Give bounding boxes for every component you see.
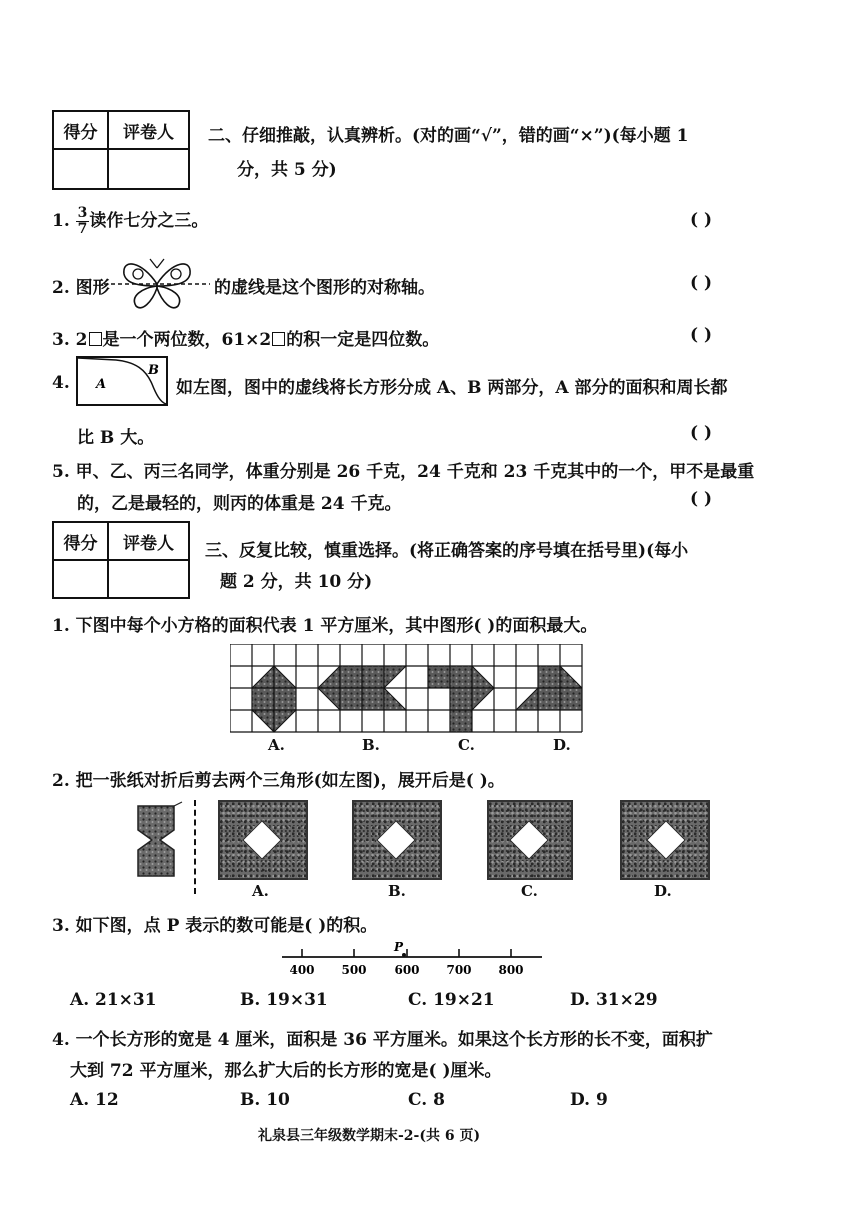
answer-paren-s2-q1[interactable]: ( ) — [690, 210, 713, 230]
grid-label-b: B. — [362, 736, 380, 754]
blank-box-icon — [272, 332, 285, 346]
question-text-end: 的积一定是四位数。 — [286, 330, 440, 350]
point-p-label: P — [394, 940, 404, 954]
section-2-title-line1: 二、仔细推敲，认真辨析。(对的画“√”，错的画“×”)(每小题 1 — [208, 126, 689, 146]
s2-question-3 — [52, 325, 439, 350]
fold-dashed-line — [194, 800, 196, 894]
s2-question-2-prefix: 2. 图形 — [52, 278, 110, 298]
s3-question-4-line2: 大到 72 平方厘米，那么扩大后的长方形的宽是( )厘米。 — [70, 1061, 502, 1081]
s2-question-1 — [52, 206, 208, 237]
score-cell[interactable] — [53, 149, 108, 189]
tick-label-600: 600 — [394, 963, 420, 977]
question-number: 3. — [52, 330, 70, 350]
butterfly-figure — [102, 256, 212, 312]
folded-paper-figure — [130, 800, 200, 880]
tick-label-800: 800 — [498, 963, 524, 977]
diamond-cutout — [509, 820, 549, 860]
fraction-three-sevenths — [76, 206, 90, 237]
option-b-figure[interactable] — [352, 800, 442, 880]
fold-label-d: D. — [654, 882, 672, 900]
label-a: A — [96, 377, 107, 392]
question-text-middle: 是一个两位数，61×2 — [102, 330, 272, 350]
answer-paren-s2-q3[interactable]: ( ) — [690, 325, 713, 345]
digit-two: 2 — [75, 330, 88, 350]
s2-question-4-number: 4. — [52, 373, 70, 393]
score-table-section-3 — [52, 521, 190, 599]
s3-q4-option-a[interactable]: A. 12 — [70, 1090, 119, 1110]
s3-q3-option-c[interactable]: C. 19×21 — [408, 990, 495, 1010]
diamond-cutout — [646, 820, 686, 860]
section-2-title-line2: 分，共 5 分) — [237, 160, 337, 180]
s2-question-5-line1: 5. 甲、乙、丙三名同学，体重分别是 26 千克，24 千克和 23 千克其中的一个，甲不是最重 — [52, 462, 755, 482]
question-number: 1. — [52, 211, 70, 231]
section-3-title-line2: 题 2 分，共 10 分) — [220, 572, 373, 592]
fraction-numerator: 3 — [77, 205, 88, 221]
grader-cell[interactable] — [108, 560, 189, 598]
fold-label-a: A. — [252, 882, 269, 900]
s3-q3-option-b[interactable]: B. 19×31 — [240, 990, 328, 1010]
number-line-figure — [280, 940, 550, 980]
blank-box-icon — [89, 332, 102, 346]
grid-label-a: A. — [268, 736, 285, 754]
fold-label-b: B. — [388, 882, 406, 900]
question-text: 读作七分之三。 — [89, 211, 209, 231]
s2-question-2-text: 的虚线是这个图形的对称轴。 — [214, 278, 435, 298]
grid-label-c: C. — [458, 736, 475, 754]
answer-paren-s2-q5[interactable]: ( ) — [690, 489, 713, 509]
grader-header: 评卷人 — [108, 522, 189, 560]
s3-q3-option-a[interactable]: A. 21×31 — [70, 990, 157, 1010]
tick-label-500: 500 — [341, 963, 367, 977]
label-b: B — [148, 363, 159, 378]
s2-question-5-line2: 的，乙是最轻的，则丙的体重是 24 千克。 — [77, 494, 402, 514]
s3-q4-option-c[interactable]: C. 8 — [408, 1090, 445, 1110]
diamond-cutout — [242, 820, 282, 860]
s3-q4-option-d[interactable]: D. 9 — [570, 1090, 608, 1110]
answer-paren-s2-q2[interactable]: ( ) — [690, 273, 713, 293]
answer-paren-s2-q4[interactable]: ( ) — [690, 423, 713, 443]
tick-label-700: 700 — [446, 963, 472, 977]
score-header: 得分 — [53, 522, 108, 560]
s3-q3-option-d[interactable]: D. 31×29 — [570, 990, 658, 1010]
s3-q4-option-b[interactable]: B. 10 — [240, 1090, 290, 1110]
grader-cell[interactable] — [108, 149, 189, 189]
score-cell[interactable] — [53, 560, 108, 598]
fold-label-c: C. — [521, 882, 538, 900]
score-header: 得分 — [53, 111, 108, 149]
page-footer: 礼泉县三年级数学期末-2-(共 6 页) — [258, 1128, 481, 1144]
tick-label-400: 400 — [289, 963, 315, 977]
diamond-cutout — [376, 820, 416, 860]
option-c-figure[interactable] — [487, 800, 573, 880]
option-a-figure[interactable] — [218, 800, 308, 880]
s3-question-4-line1: 4. 一个长方形的宽是 4 厘米，面积是 36 平方厘米。如果这个长方形的长不变，面积扩 — [52, 1030, 713, 1050]
rectangle-a-b-figure — [76, 356, 168, 406]
shape-c — [428, 666, 494, 732]
score-table-section-2 — [52, 110, 190, 190]
grid-shapes-figure — [230, 644, 592, 736]
s2-question-4-line1: 如左图，图中的虚线将长方形分成 A、B 两部分，A 部分的面积和周长都 — [176, 378, 728, 398]
s2-question-4-line2: 比 B 大。 — [77, 428, 155, 448]
option-d-figure[interactable] — [620, 800, 710, 880]
grader-header: 评卷人 — [108, 111, 189, 149]
section-3-title-line1: 三、反复比较，慎重选择。(将正确答案的序号填在括号里)(每小 — [205, 541, 689, 561]
grid-label-d: D. — [553, 736, 571, 754]
fraction-denominator: 7 — [77, 221, 88, 237]
s3-question-1-text: 1. 下图中每个小方格的面积代表 1 平方厘米，其中图形( )的面积最大。 — [52, 616, 598, 636]
s3-question-3-text: 3. 如下图，点 P 表示的数可能是( )的积。 — [52, 916, 378, 936]
s3-question-2-text: 2. 把一张纸对折后剪去两个三角形(如左图)，展开后是( )。 — [52, 771, 505, 791]
